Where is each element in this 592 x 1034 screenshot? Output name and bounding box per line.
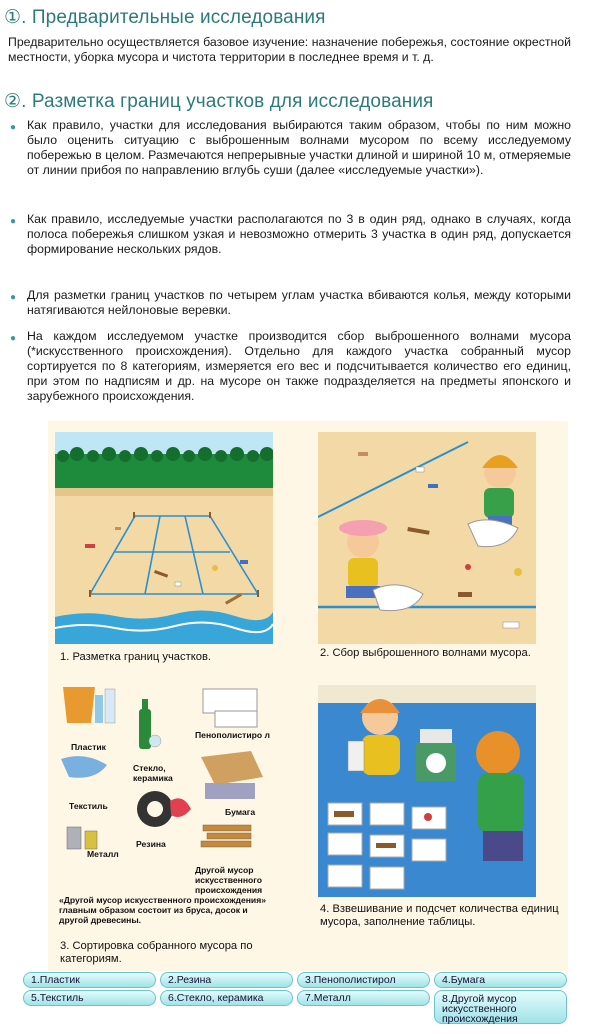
caption-2: 2. Сбор выброшенного волнами мусора. <box>320 647 531 659</box>
illustration-collecting <box>318 432 536 644</box>
caption-1: 1. Разметка границ участков. <box>60 651 212 663</box>
section1-heading <box>4 6 326 29</box>
bullet-icon: ● <box>10 122 17 133</box>
illustration-beach-plots <box>55 432 273 644</box>
label-plastic: Пластик <box>71 742 106 752</box>
section1-text: Предварительно осуществляется базовое изучение: назначение побережья, состояние окрестной местности, уборка мусора и чистота территории в последнее время и т. д. <box>8 35 571 64</box>
section2-heading <box>4 90 433 113</box>
bullet-icon: ● <box>10 333 17 344</box>
label-note: «Другой мусор искусственного происхождения» главным образом состоит из бруса, досок и другой древесины. <box>59 895 266 925</box>
label-paper: Бумага <box>225 807 256 817</box>
label-glass: Стекло, керамика <box>133 763 173 783</box>
illustration-sorting <box>55 681 273 935</box>
nav-metal-button[interactable]: 7.Металл <box>297 990 430 1006</box>
section2-number: ② <box>4 90 22 112</box>
section2-title: . Разметка границ участков для исследования <box>21 91 434 112</box>
nav-glass-button[interactable]: 6.Стекло, керамика <box>160 990 293 1006</box>
nav-plastic-button[interactable]: 1.Пластик <box>23 972 156 988</box>
nav-rubber-button[interactable]: 2.Резина <box>160 972 293 988</box>
nav-textile-button[interactable]: 5.Текстиль <box>23 990 156 1006</box>
section2-bullet-4: На каждом исследуемом участке производится сбор выброшенного волнами мусора (*искусственного происхождения). Отдельно для каждого участка собранный мусор сортируется по 8 категориям, измеряется его вес и подсчитывается количество его единиц, при этом по надписям и др. на мусоре он также подразделяется на предметы японского и зарубежного происхождения. <box>27 329 571 403</box>
nav-other-button[interactable]: 8.Другой мусор искусственного происхождения <box>434 990 567 1024</box>
caption-3: 3. Сортировка собранного мусора по категориям. <box>60 940 253 965</box>
section1-title: . Предварительные исследования <box>21 7 326 28</box>
section2-bullet-2: Как правило, исследуемые участки располагаются по 3 в один ряд, однако в случаях, когда полоса побережья слишком узкая и невозможно отмерить 3 участка в один ряд, допускается формирование нескольких рядов. <box>27 212 571 256</box>
label-other: Другой мусор искусственного происхождения <box>195 865 263 895</box>
bullet-icon: ● <box>10 216 17 227</box>
section2-bullet-3: Для разметки границ участков по четырем углам участка вбиваются колья, между которыми натягиваются нейлоновые веревки. <box>27 288 571 317</box>
label-textile: Текстиль <box>69 801 108 811</box>
section1-number: ① <box>4 6 22 28</box>
caption-4: 4. Взвешивание и подсчет количества единиц мусора, заполнение таблицы. <box>320 903 559 928</box>
illustration-weighing <box>318 685 536 897</box>
bullet-icon: ● <box>10 292 17 303</box>
label-rubber: Резина <box>136 839 166 849</box>
label-metal: Металл <box>87 849 119 859</box>
nav-styrofoam-button[interactable]: 3.Пенополистирол <box>297 972 430 988</box>
nav-paper-button[interactable]: 4.Бумага <box>434 972 567 988</box>
label-styrofoam: Пенополистиро л <box>195 730 270 740</box>
section2-bullet-1: Как правило, участки для исследования выбираются таким образом, чтобы по ним можно было оценить ситуацию с выброшенным волнами мусором по всему исследуемому побережью в целом. Размечаются непрерывные участки длиной и шириной 10 м, отмеряемые от линии прибоя по направлению вглубь суши (далее «исследуемые участки»). <box>27 118 571 177</box>
